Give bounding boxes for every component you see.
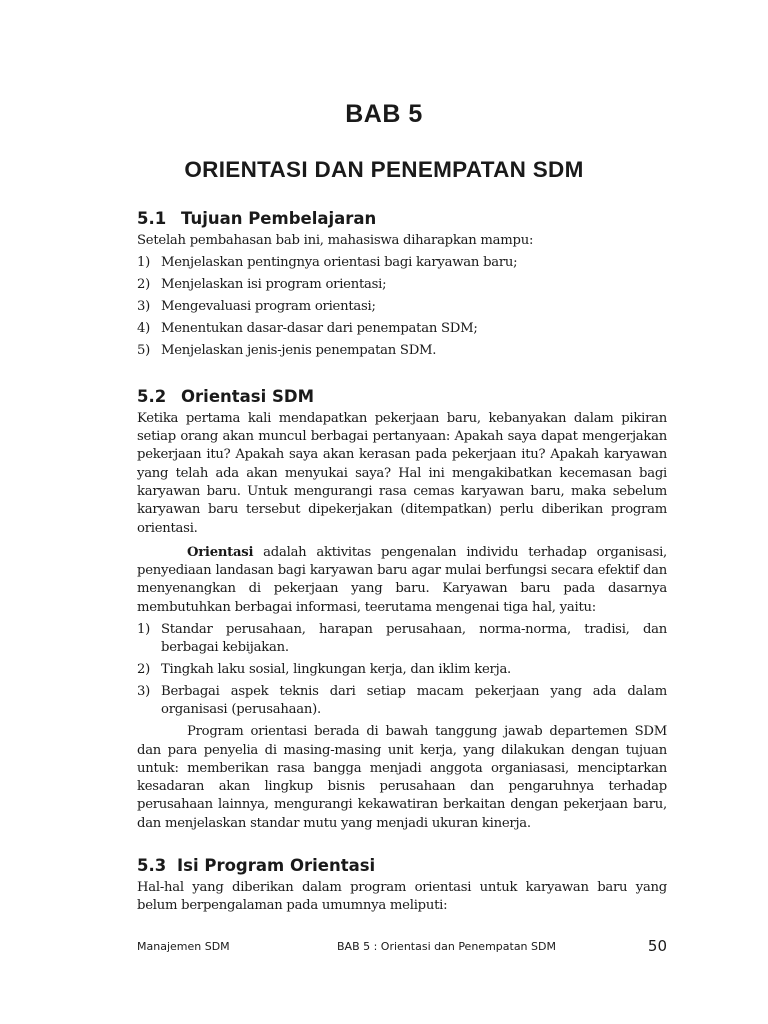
section-number: 5.2: [137, 386, 167, 406]
list-item-text: Berbagai aspek teknis dari setiap macam pekerjaan yang ada dalam organisasi (perusahaan).: [161, 684, 667, 718]
list-item-text: Mengevaluasi program orientasi;: [161, 299, 376, 315]
chapter-number: BAB 5: [345, 100, 423, 128]
section-heading-5-2: [137, 385, 667, 409]
footer-book-title: Manajemen SDM: [137, 940, 230, 953]
list-item-text: Tingkah laku sosial, lingkungan kerja, dan iklim kerja.: [161, 662, 511, 678]
chapter-title: ORIENTASI DAN PENEMPATAN SDM: [184, 157, 584, 182]
list-marker: 4): [137, 320, 151, 336]
section-number: 5.1: [137, 209, 167, 228]
list-item: [137, 276, 667, 294]
section-title: Tujuan Pembelajaran: [181, 209, 377, 228]
list-item: [137, 683, 667, 720]
list-item-text: Menjelaskan pentingnya orientasi bagi karyawan baru;: [161, 255, 518, 271]
list-item-text: Menjelaskan isi program orientasi;: [161, 277, 387, 293]
list-marker: 3): [137, 684, 151, 700]
section-title: Isi Program Orientasi: [177, 856, 376, 876]
paragraph-text: adalah aktivitas pengenalan individu terhadap organisasi, penyediaan landasan bagi karyawan baru agar mulai berfungsi secara efektif dan menyenangkan di pekerjaan yang baru. Karyawan baru pada dasarnya membutuhkan berbagai informasi, teerutama mengenai tiga hal, yaitu:: [137, 544, 667, 615]
information-needs-list: [137, 621, 667, 720]
list-marker: 5): [137, 342, 151, 358]
list-marker: 2): [137, 662, 151, 678]
page-number: 50: [647, 937, 667, 955]
list-item: [137, 320, 667, 338]
list-item: [137, 621, 667, 658]
section-heading-5-3: [137, 854, 667, 878]
footer-chapter-title: BAB 5 : Orientasi dan Penempatan SDM: [337, 940, 556, 953]
learning-objectives-list: [137, 254, 667, 360]
list-marker: 3): [137, 299, 151, 315]
section-number: 5.3: [137, 856, 167, 876]
paragraph: Hal-hal yang diberikan dalam program orientasi untuk karyawan baru yang belum berpengalaman pada umumnya meliputi:: [137, 880, 667, 914]
paragraph: Program orientasi berada di bawah tanggung jawab departemen SDM dan para penyelia di masing-masing unit kerja, yang dilakukan dengan tujuan untuk: memberikan rasa bangga menjadi anggota organiasasi, menciptarkan kesadaran akan lingkup bisnis perusahaan dan pengaruhnya terhadap perusahaan lainnya, mengurangi kekawatiran berkaitan dengan pekerjaan baru, dan menjelaskan standar mutu yang menjadi ukuran kinerja.: [137, 724, 667, 831]
section-title: Orientasi SDM: [181, 386, 314, 406]
bold-term: Orientasi: [187, 544, 254, 560]
list-item: [137, 298, 667, 316]
list-item-text: Standar perusahaan, harapan perusahaan, norma-norma, tradisi, dan berbagai kebijakan.: [161, 622, 667, 656]
paragraph: Ketika pertama kali mendapatkan pekerjaan baru, kebanyakan dalam pikiran setiap orang akan muncul berbagai pertanyaan: Apakah saya dapat mengerjakan pekerjaan itu? Apakah saya akan kerasan pada pekerjaan itu? Apakah karyawan yang telah ada akan menyukai saya? Hal ini mengakibatkan kecemasan bagi karyawan baru. Untuk mengurangi rasa cemas karyawan baru, maka sebelum karyawan baru tersebut dipekerjakan (ditempatkan) perlu diberikan program orientasi.: [137, 410, 667, 536]
list-item-text: Menentukan dasar-dasar dari penempatan SDM;: [161, 320, 478, 336]
list-marker: 1): [137, 255, 151, 271]
list-item: [137, 254, 667, 272]
list-item: [137, 342, 667, 360]
page-content: [137, 207, 667, 916]
list-item: [137, 661, 667, 679]
section-intro: Setelah pembahasan bab ini, mahasiswa diharapkan mampu:: [137, 233, 534, 248]
section-heading-5-1: [137, 207, 667, 231]
list-item-text: Menjelaskan jenis-jenis penempatan SDM.: [161, 342, 437, 358]
paragraph: [137, 544, 667, 617]
list-marker: 2): [137, 277, 151, 293]
list-marker: 1): [137, 622, 151, 638]
